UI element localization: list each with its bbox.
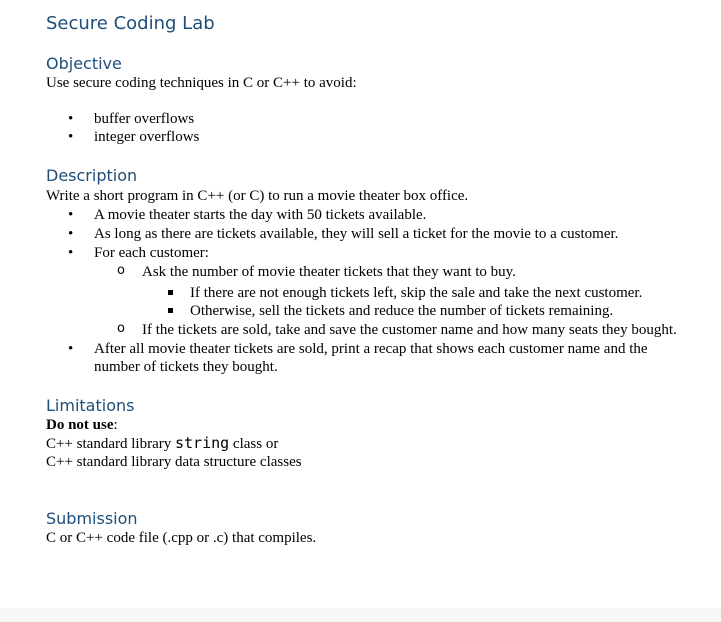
- list-item: [46, 263, 686, 281]
- ask-subitems-list: [46, 284, 686, 320]
- do-not-use-label: Do not use: [46, 417, 114, 433]
- limitations-heading: Limitations: [46, 396, 135, 415]
- submission-section: [46, 509, 686, 547]
- list-item: Otherwise, sell the tickets and reduce the number of tickets remaining.: [46, 302, 686, 320]
- list-item-text: Ask the number of movie theater tickets that they want to buy.: [142, 264, 516, 280]
- list-item: • A movie theater starts the day with 50 tickets available.: [46, 206, 686, 224]
- page-title: Secure Coding Lab: [46, 13, 215, 34]
- objective-intro: Use secure coding techniques in C or C++ to avoid:: [46, 75, 357, 91]
- list-item: o If the tickets are sold, take and save the customer name and how many seats they bought.: [46, 321, 686, 339]
- limitation-string-line: [46, 434, 686, 453]
- submission-heading: Submission: [46, 509, 138, 528]
- objective-list: [46, 110, 686, 146]
- objective-heading: Objective: [46, 54, 122, 73]
- limitations-section: [46, 396, 686, 471]
- list-item: • As long as there are tickets available, they will sell a ticket for the movie to a customer.: [46, 225, 686, 243]
- list-item-text: For each customer:: [94, 245, 209, 261]
- colon: :: [113, 417, 118, 433]
- description-intro: Write a short program in C++ (or C) to run a movie theater box office.: [46, 188, 469, 204]
- description-section: [46, 166, 686, 376]
- objective-section: [46, 54, 686, 146]
- document-content: [46, 12, 686, 547]
- description-list: [46, 206, 686, 262]
- description-heading: Description: [46, 166, 138, 185]
- code-string: string: [174, 434, 230, 452]
- list-item: • integer overflows: [46, 128, 686, 146]
- limitation-data-structures-line: C++ standard library data structure classes: [46, 454, 302, 470]
- do-not-use-line: [46, 416, 686, 434]
- list-item: If there are not enough tickets left, skip the sale and take the next customer.: [46, 284, 686, 302]
- list-item: • After all movie theater tickets are sold, print a recap that shows each customer name and the number of tickets they bought.: [46, 340, 686, 376]
- submission-text: C or C++ code file (.cpp or .c) that compiles.: [46, 530, 317, 546]
- limitation-suffix: class or: [229, 436, 279, 452]
- recap-list: [46, 340, 686, 376]
- list-item: [46, 244, 686, 262]
- sold-step-list: [46, 321, 686, 339]
- list-item: • buffer overflows: [46, 110, 686, 128]
- limitation-prefix: C++ standard library: [46, 436, 175, 452]
- customer-steps-list: [46, 263, 686, 281]
